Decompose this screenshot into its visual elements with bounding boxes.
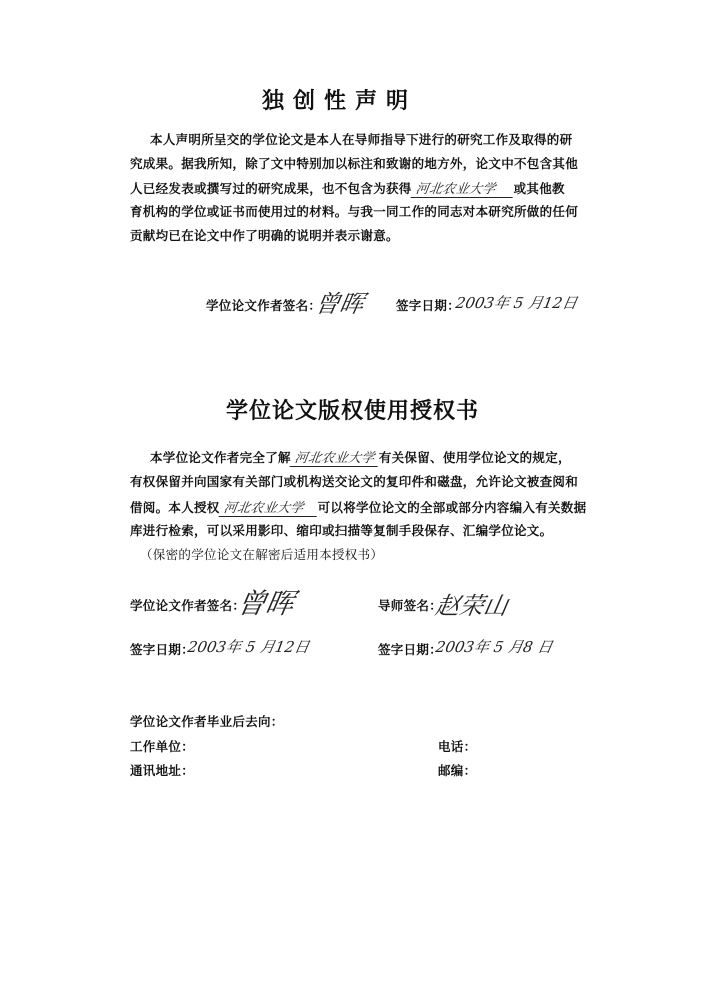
postcode-label: 邮编： (438, 763, 477, 778)
declaration-title: 独创性声明 (262, 89, 418, 114)
text: 可以将学位论文的全部或部分内容编入有关数据 (317, 500, 587, 515)
authorization-line (150, 447, 571, 467)
authorization-line: 库进行检索，可以采用影印、缩印或扫描等复制手段保存、汇编学位论文。 (130, 523, 553, 538)
handwritten-institution: 河北农业大学 (410, 178, 515, 198)
advisor-signature-label: 导师签名： (378, 598, 443, 613)
text: 有关保留、使用学位论文的规定， (378, 450, 571, 465)
phone-label: 电话： (438, 739, 477, 754)
declaration-line (130, 178, 565, 198)
address-label: 通讯地址： (130, 763, 195, 778)
declaration-line: 究成果。据我所知，除了文中特别加以标注和致谢的地方外，论文中不包含其他 (130, 156, 579, 171)
declaration-line: 贡献均已在论文中作了明确的说明并表示谢意。 (130, 228, 399, 243)
text: 借阅。本人授权 (130, 500, 220, 515)
declaration-line: 育机构的学位或证书而使用过的材料。与我一同工作的同志对本研究所做的任何 (130, 204, 579, 219)
advisor-signature: 赵荣山 (433, 592, 511, 620)
author-date-label: 签字日期： (130, 642, 195, 657)
handwritten-institution: 河北农业大学 (218, 497, 319, 517)
authorization-note: （保密的学位论文在解密后适用本授权书） (140, 547, 384, 562)
authorization-line (130, 497, 586, 517)
advisor-date: 2003年 5 月8 日 (434, 638, 555, 656)
authorization-line: 有权保留并向国家有关部门或机构送交论文的复印件和磁盘，允许论文被查阅和 (130, 474, 579, 489)
advisor-date-label: 签字日期： (378, 642, 443, 657)
declaration-signature: 曾晖 (313, 290, 367, 318)
declaration-date-label: 签字日期： (396, 298, 461, 313)
destination-heading: 学位论文作者毕业后去向： (130, 714, 284, 729)
text: 人已经发表或撰写过的研究成果，也不包含为获得 (130, 181, 412, 196)
authorization-title: 学位论文版权使用授权书 (226, 399, 480, 424)
text: 本学位论文作者完全了解 (150, 450, 291, 465)
author-signature: 曾晖 (234, 587, 297, 620)
declaration-date: 2003年 5 月12日 (454, 294, 579, 312)
work-unit-label: 工作单位： (130, 739, 195, 754)
declaration-signature-label: 学位论文作者签名： (206, 298, 322, 313)
author-date: 2003年 5 月12日 (186, 638, 311, 656)
text: 或其他教 (513, 181, 565, 196)
declaration-line: 本人声明所呈交的学位论文是本人在导师指导下进行的研究工作及取得的研 (150, 132, 573, 147)
handwritten-institution: 河北农业大学 (289, 447, 380, 467)
author-signature-label: 学位论文作者签名： (130, 598, 246, 613)
